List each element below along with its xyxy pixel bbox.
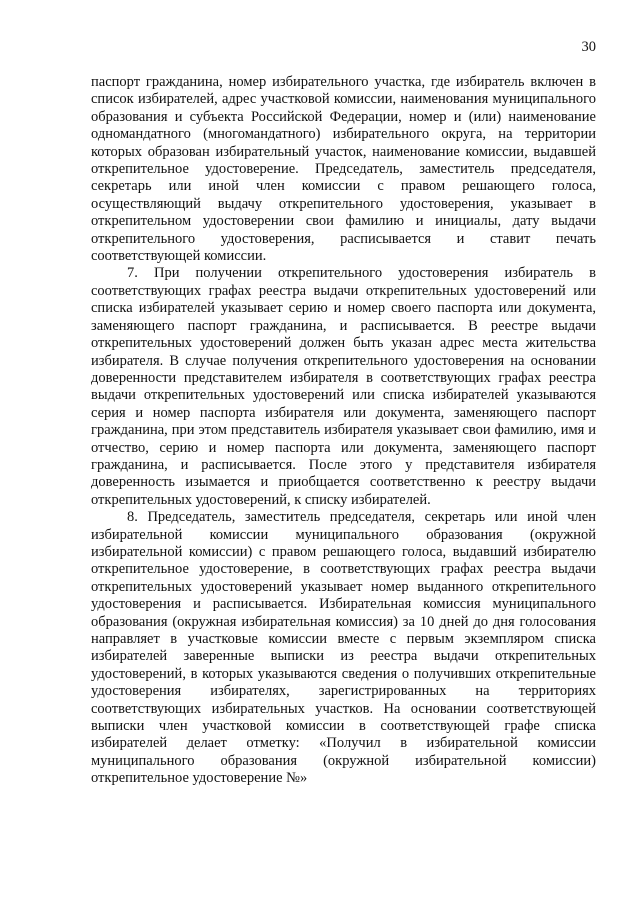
- paragraph-item-7: 7. При получении открепительного удостоверения избиратель в соответствующих графах реестра выдачи открепительных удостоверений или списка избирателей указывает серию и номер своего паспорта или документа, заменяющего паспорт гражданина, и расписывается. В реестре выдачи открепительных удостоверений должен быть указан адрес места жительства избирателя. В случае получения открепительного удостоверения на основании доверенности представителем избирателя в соответствующих графах реестра выдачи открепительных удостоверений или списка избирателей указываются серия и номер паспорта избирателя или документа, заменяющего паспорт гражданина, при этом представитель избирателя указывает свои фамилию, имя и отчество, серию и номер паспорта или документа, заменяющего паспорт гражданина, и расписывается. После этого у представителя избирателя доверенность изымается и приобщается соответственно к реестру выдачи открепительных удостоверений, к списку избирателей.: [91, 265, 596, 508]
- page-number: 30: [581, 39, 596, 55]
- paragraph-item-8: 8. Председатель, заместитель председателя, секретарь или иной член избирательной комиссии муниципального образования (окружной избирательной комиссии) с правом решающего голоса, выдавший избирателю открепительное удостоверение, в соответствующих графах реестра выдачи открепительных удостоверений указывает номер выданного открепительного удостоверения и расписывается. Избирательная комиссия муниципального образования (окружная избирательная комиссия) за 10 дней до дня голосования направляет в участковые комиссии вместе с первым экземпляром списка избирателей заверенные выписки из реестра выдачи открепительных удостоверений, в которых указываются сведения о получивших открепительные удостоверения избирателях, зарегистрированных на территориях соответствующих избирательных участков. На основании соответствующей выписки член участковой комиссии в соответствующей графе списка избирателей делает отметку: «Получил в избирательной комиссии муниципального образования (окружной избирательной комиссии) открепительное удостоверение №»: [91, 509, 596, 787]
- paragraph-continuation: паспорт гражданина, номер избирательного участка, где избиратель включен в список избирателей, адрес участковой комиссии, наименования муниципального образования и субъекта Российской Федерации, номер и (или) наименование одномандатного (многомандатного) избирательного округа, на территории которых образован избирательный участок, наименование комиссии, выдавшей открепительное удостоверение. Председатель, заместитель председателя, секретарь или иной член комиссии с правом решающего голоса, осуществляющий выдачу открепительного удостоверения, указывает в открепительном удостоверении свои фамилию и инициалы, дату выдачи открепительного удостоверения, расписывается и ставит печать соответствующей комиссии.: [91, 74, 596, 265]
- document-body: [91, 74, 596, 788]
